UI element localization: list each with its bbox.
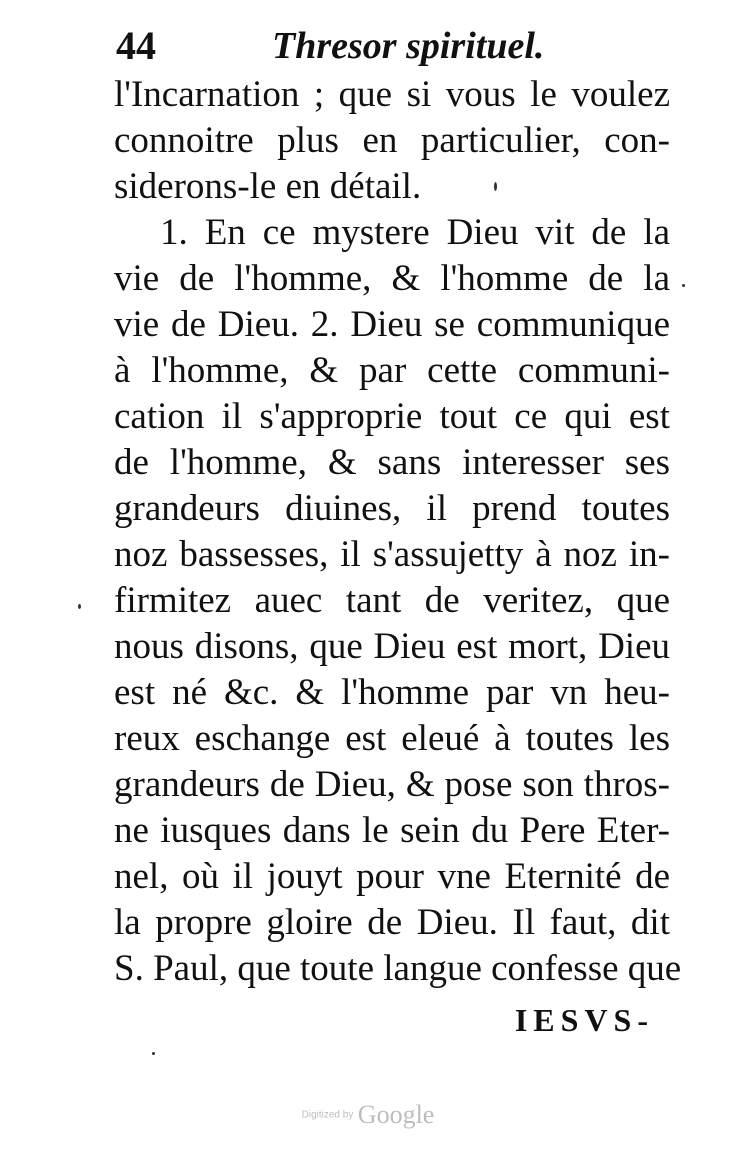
- text-line: 1. En ce mystere Dieu vit de la: [160, 212, 670, 253]
- google-logo: Google: [357, 1100, 435, 1129]
- page-number: 44: [116, 23, 156, 68]
- text-line: vie de l'homme, & l'homme de la: [114, 258, 670, 299]
- ink-speck: [78, 604, 81, 609]
- catchword: IESVS-: [514, 1002, 654, 1038]
- watermark-prefix: Digitized by: [301, 1109, 354, 1121]
- text-line: ne iusques dans le sein du Pere Eter-: [114, 810, 670, 851]
- text-line: reux eschange est eleué à toutes les: [114, 718, 670, 759]
- text-line: nel, où il jouyt pour vne Eternité de: [114, 856, 670, 897]
- body-text: [114, 72, 682, 992]
- text-line: cation il s'approprie tout ce qui est: [114, 396, 670, 437]
- text-line: l'Incarnation ; que si vous le voulez: [114, 74, 670, 115]
- text-line: grandeurs de Dieu, & pose son thros-: [114, 764, 670, 805]
- ink-speck: [494, 182, 497, 191]
- ink-speck: [152, 1052, 155, 1055]
- text-line: nous disons, que Dieu est mort, Dieu: [114, 626, 670, 667]
- text-line: connoitre plus en particulier, con-: [114, 120, 670, 161]
- text-line: S. Paul, que toute langue confesse que: [114, 948, 682, 989]
- text-line: firmitez auec tant de veritez, que: [114, 580, 670, 621]
- text-line: la propre gloire de Dieu. Il faut, dit: [114, 902, 670, 943]
- text-line: noz bassesses, il s'assujetty à noz in-: [114, 534, 670, 575]
- running-title: Thresor spirituel.: [272, 25, 545, 67]
- ink-speck: [682, 284, 685, 287]
- text-line: siderons-le en détail.: [114, 166, 422, 207]
- text-line: à l'homme, & par cette communi-: [114, 350, 670, 391]
- text-line: est né &c. & l'homme par vn heu-: [114, 672, 670, 713]
- page-header: [116, 22, 556, 70]
- text-line: grandeurs diuines, il prend toutes: [114, 488, 670, 529]
- text-line: de l'homme, & sans interesser ses: [114, 442, 670, 483]
- text-line: vie de Dieu. 2. Dieu se communique: [114, 304, 670, 345]
- scan-watermark: [0, 1100, 736, 1130]
